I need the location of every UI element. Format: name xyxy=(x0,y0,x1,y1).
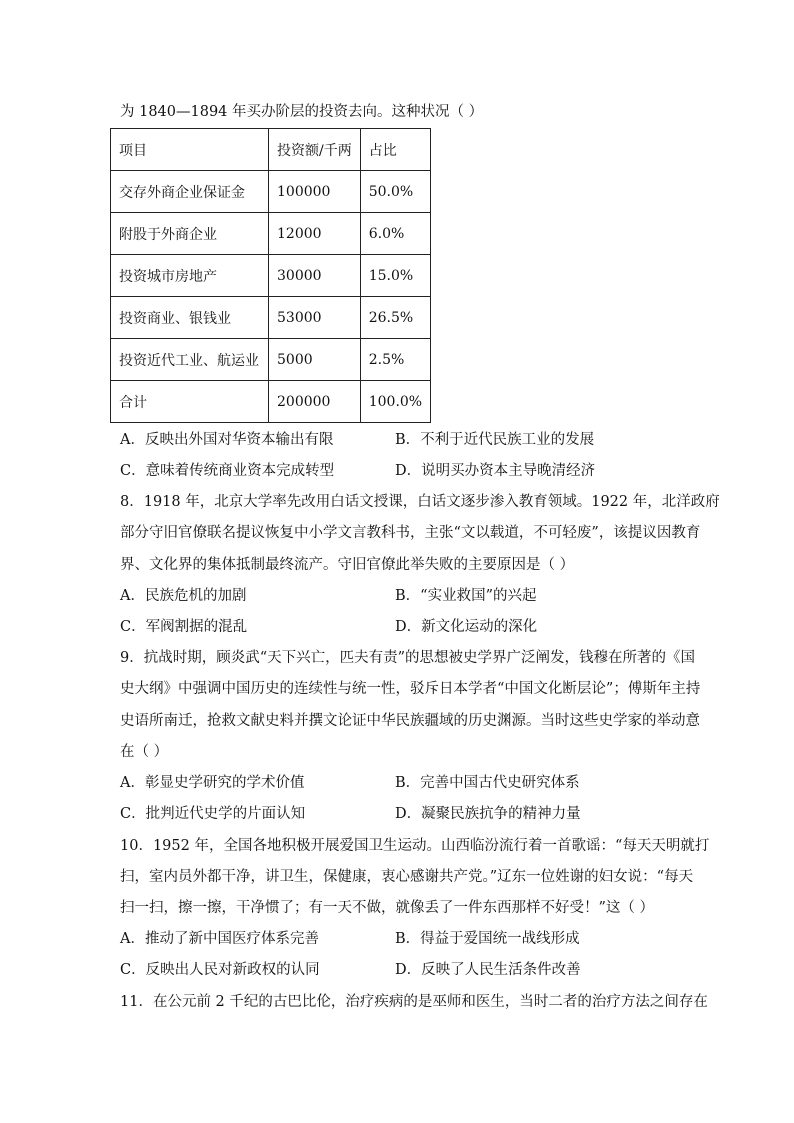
q10-option-c: C．反映出人民对新政权的认同 xyxy=(120,962,320,978)
table-cell: 200000 xyxy=(269,381,361,423)
table-row xyxy=(111,213,431,255)
table-cell: 6.0% xyxy=(360,213,430,255)
investment-table xyxy=(110,128,431,423)
q9-option-a: A．彰显史学研究的学术价值 xyxy=(120,775,305,791)
q11-line-1: 11．在公元前 2 千纪的古巴比伦，治疗疾病的是巫师和医生，当时二者的治疗方法之间存在 xyxy=(120,994,708,1010)
table-cell: 26.5% xyxy=(360,297,430,339)
table-row xyxy=(111,297,431,339)
q8-line-1: 8．1918 年，北京大学率先改用白话文授课，白话文逐步渗入教育领域。1922 年，北洋政府 xyxy=(120,494,720,510)
table-cell: 53000 xyxy=(269,297,361,339)
table-cell: 12000 xyxy=(269,213,361,255)
q7-option-c: C．意味着传统商业资本完成转型 xyxy=(120,463,335,479)
q8-line-3: 界、文化界的集体抵制最终流产。守旧官僚此举失败的主要原因是（ ） xyxy=(120,557,575,573)
table-cell: 15.0% xyxy=(360,255,430,297)
q7-option-d: D．说明买办资本主导晚清经济 xyxy=(395,463,596,479)
table-row xyxy=(111,381,431,423)
q8-option-d: D．新文化运动的深化 xyxy=(395,619,538,635)
q8-option-a: A．民族危机的加剧 xyxy=(120,588,247,604)
table-cell: 交存外商企业保证金 xyxy=(111,171,269,213)
table-header-cell: 项目 xyxy=(111,129,269,171)
table-cell: 投资商业、银钱业 xyxy=(111,297,269,339)
table-header-cell: 投资额/千两 xyxy=(269,129,361,171)
q10-option-b: B．得益于爱国统一战线形成 xyxy=(395,931,580,947)
q7-intro: 为 1840—1894 年买办阶层的投资去向。这种状况（ ） xyxy=(120,104,484,120)
q7-option-b: B．不利于近代民族工业的发展 xyxy=(395,432,595,448)
table-cell: 100000 xyxy=(269,171,361,213)
table-cell: 2.5% xyxy=(360,339,430,381)
table-row xyxy=(111,339,431,381)
q9-line-4: 在（ ） xyxy=(120,744,169,760)
q10-line-3: 扫一扫，擦一擦，干净惯了；有一天不做，就像丢了一件东西那样不好受！”这（ ） xyxy=(120,900,655,916)
q10-line-1: 10．1952 年，全国各地积极开展爱国卫生运动。山西临汾流行着一首歌谣：“每天天明就打 xyxy=(120,838,710,854)
q10-option-d: D．反映了人民生活条件改善 xyxy=(395,962,581,978)
q9-line-2: 史大纲》中强调中国历史的连续性与统一性，驳斥日本学者“中国文化断层论”；傅斯年主持 xyxy=(120,681,701,697)
table-header-cell: 占比 xyxy=(360,129,430,171)
table-row xyxy=(111,255,431,297)
table-row xyxy=(111,171,431,213)
q9-option-b: B．完善中国古代史研究体系 xyxy=(395,775,580,791)
q10-line-2: 扫，室内员外都干净，讲卫生，保健康，衷心感谢共产党。”辽东一位姓谢的妇女说：“每天 xyxy=(120,869,694,885)
table-header-row xyxy=(111,129,431,171)
q9-line-1: 9．抗战时期，顾炎武“天下兴亡，匹夫有责”的思想被史学界广泛阐发，钱穆在所著的《国 xyxy=(120,650,696,666)
q8-option-b: B．“实业救国”的兴起 xyxy=(395,588,537,604)
table-cell: 30000 xyxy=(269,255,361,297)
table-cell: 50.0% xyxy=(360,171,430,213)
table-cell: 投资城市房地产 xyxy=(111,255,269,297)
q9-option-c: C．批判近代史学的片面认知 xyxy=(120,806,306,822)
table-cell: 附股于外商企业 xyxy=(111,213,269,255)
q9-option-d: D．凝聚民族抗争的精神力量 xyxy=(395,806,581,822)
table-cell: 5000 xyxy=(269,339,361,381)
q10-option-a: A．推动了新中国医疗体系完善 xyxy=(120,931,319,947)
q7-option-a: A．反映出外国对华资本输出有限 xyxy=(120,432,334,448)
q8-line-2: 部分守旧官僚联名提议恢复中小学文言教科书，主张“文以载道，不可轻废”，该提议因教育 xyxy=(120,525,701,541)
table-cell: 合计 xyxy=(111,381,269,423)
q9-line-3: 史语所南迁，抢救文献史料并撰文论证中华民族疆域的历史渊源。当时这些史学家的举动意 xyxy=(120,713,700,729)
q8-option-c: C．军阀割据的混乱 xyxy=(120,619,248,635)
table-cell: 100.0% xyxy=(360,381,430,423)
table-cell: 投资近代工业、航运业 xyxy=(111,339,269,381)
